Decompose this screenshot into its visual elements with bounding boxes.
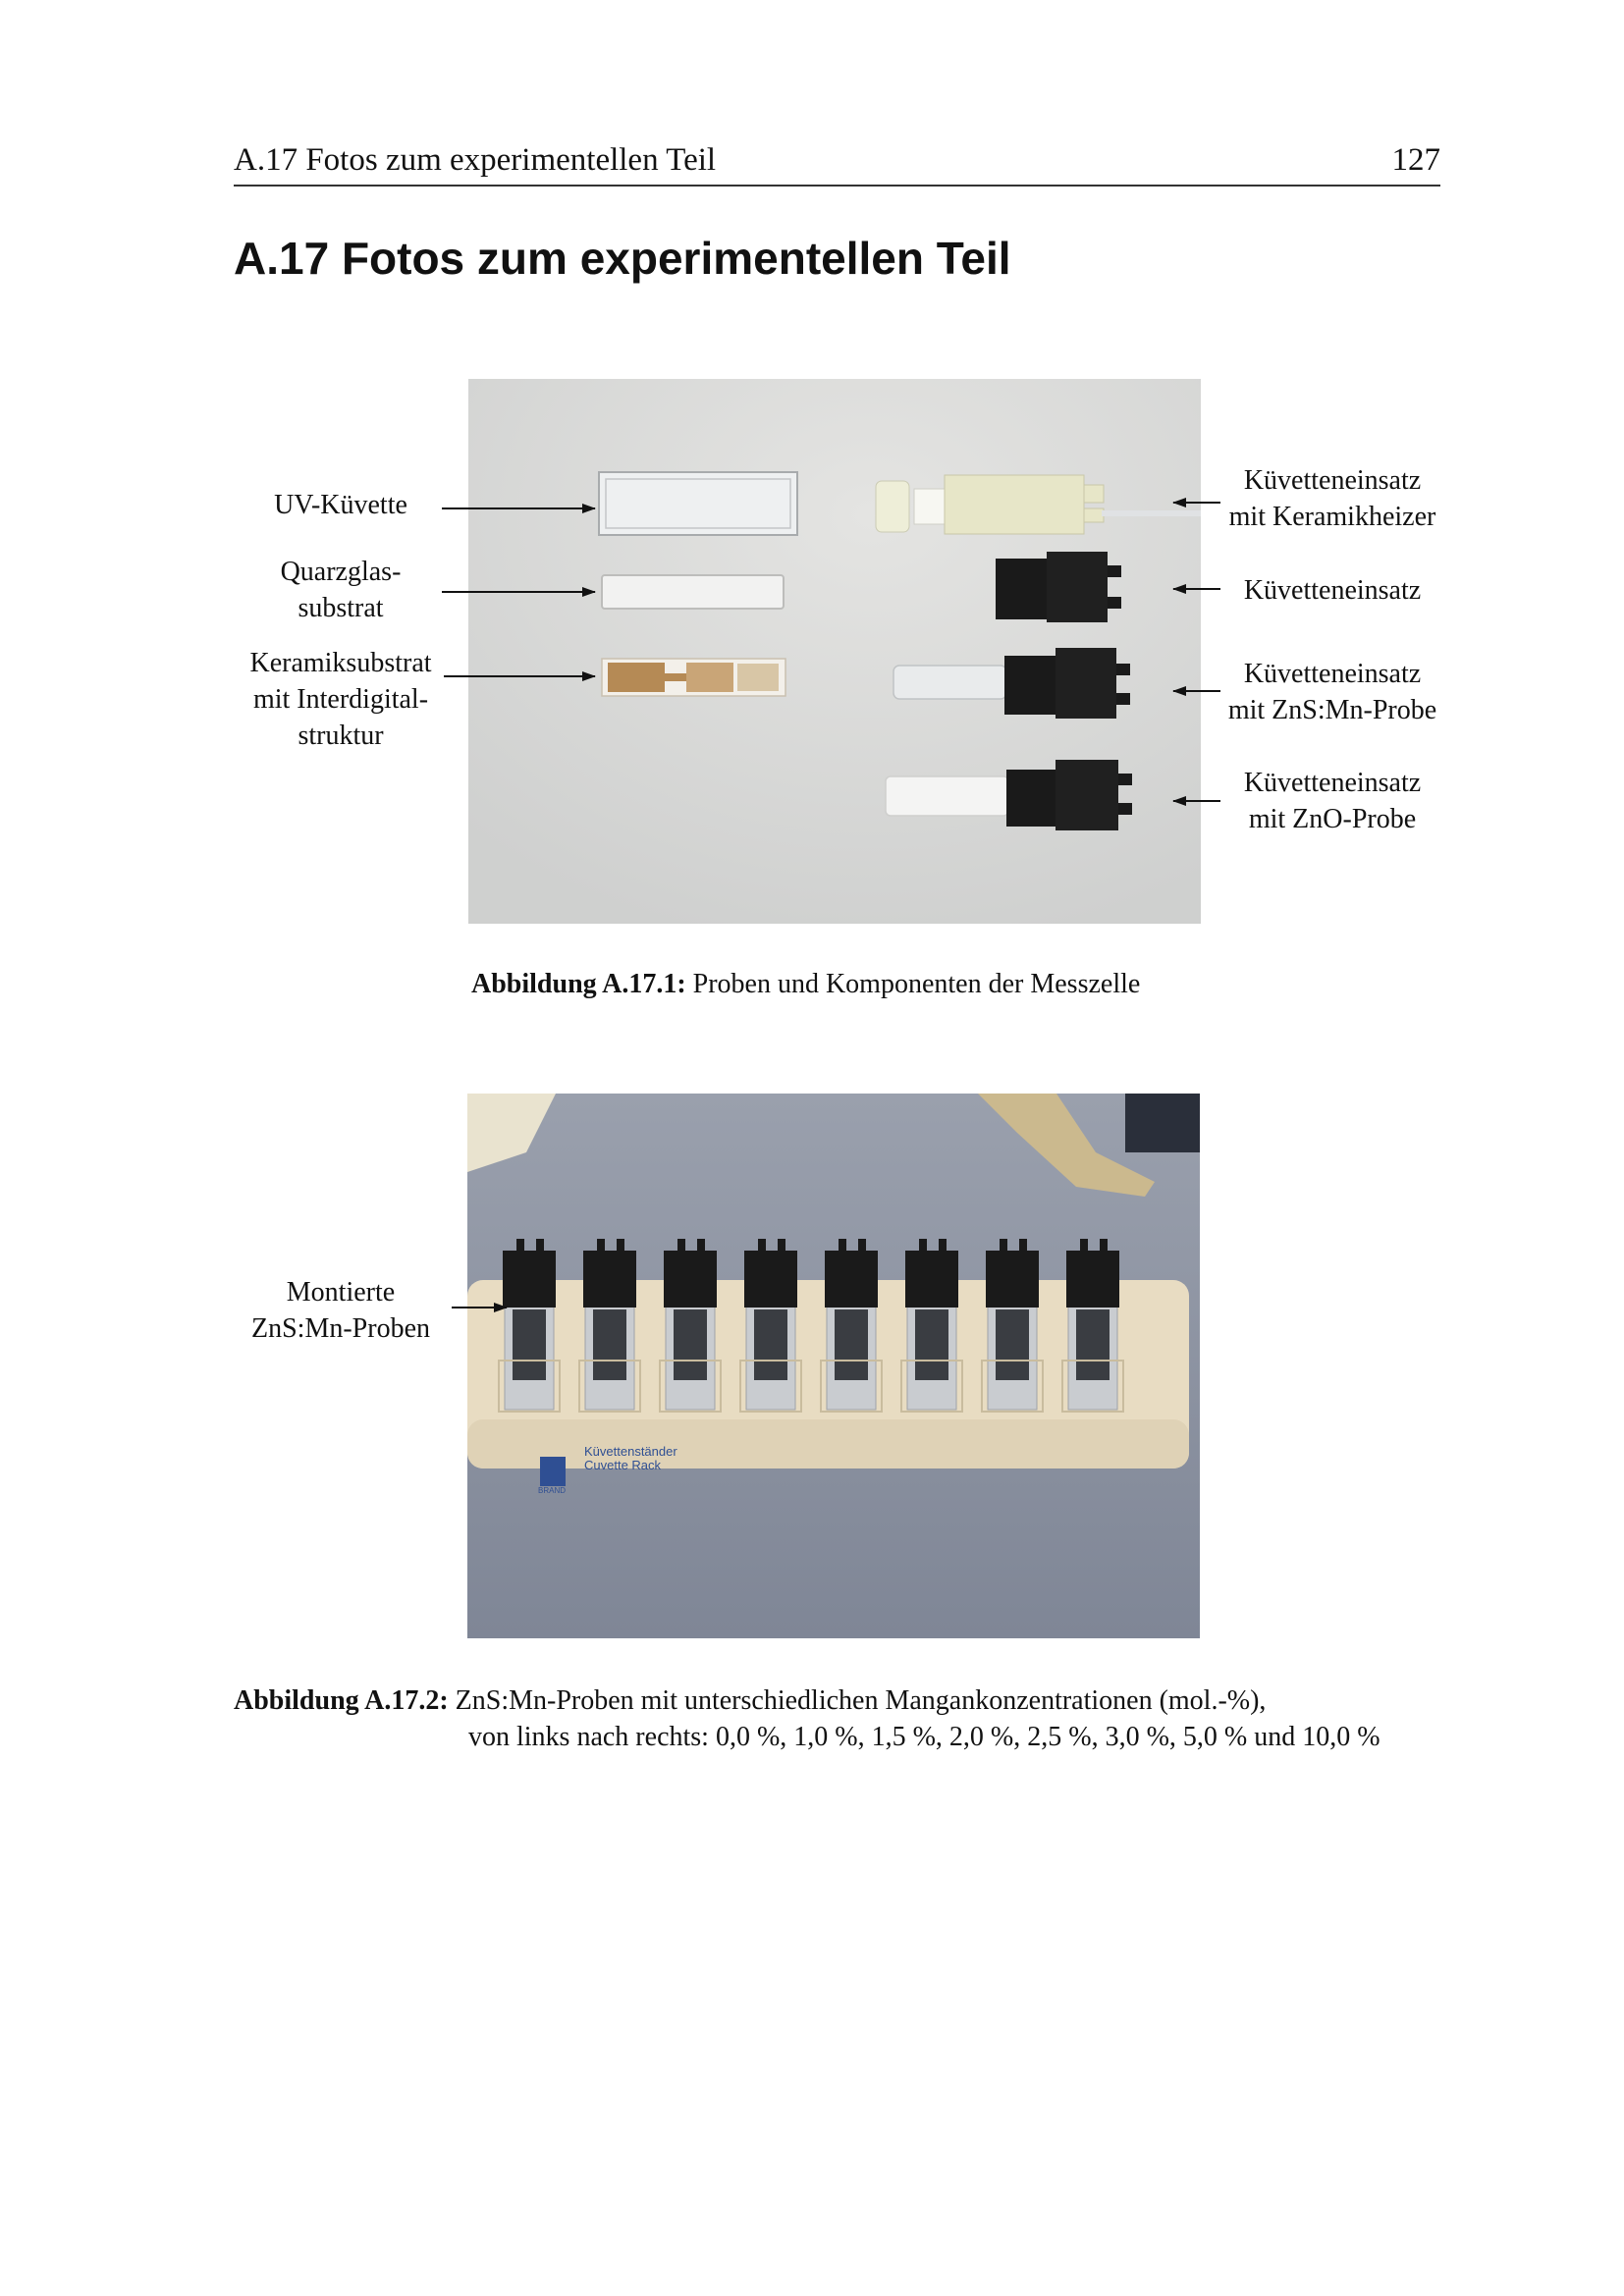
label-montierte-proben: [233, 1274, 449, 1347]
label-uv-kuevette-line: UV-Küvette: [274, 490, 407, 520]
figure2-caption-line1: [234, 1682, 1380, 1719]
label-zno-line1: Küvetteneinsatz: [1243, 768, 1422, 798]
figure1-caption: [471, 966, 1140, 1002]
mounted-cuvette: [982, 1239, 1043, 1412]
mounted-cuvette: [579, 1239, 640, 1412]
label-keramik-line3: struktur: [298, 721, 384, 751]
label-zno-line2: mit ZnO-Probe: [1248, 804, 1417, 834]
label-quarzglas-line1: Quarzglas-: [280, 557, 402, 587]
figure2-arrow: [444, 1293, 581, 1322]
brand-logo-icon: [540, 1457, 566, 1486]
mounted-cuvette: [821, 1239, 882, 1412]
page-number: 127: [1391, 142, 1440, 178]
figure2-caption-text1: ZnS:Mn-Proben mit unterschiedlichen Mangankonzentrationen (mol.-%),: [448, 1685, 1267, 1716]
rack-brand: BRAND: [538, 1486, 567, 1495]
rack-label-line2: Cuvette Rack: [584, 1458, 662, 1472]
figure1-arrows: [0, 0, 1624, 982]
mounted-cuvette: [901, 1239, 962, 1412]
label-keramik-line2: mit Interdigital-: [252, 684, 429, 715]
figure2-caption-line2: von links nach rechts: 0,0 %, 1,0 %, 1,5 %, 2,0 %, 2,5 %, 3,0 %, 5,0 % und 10,0 %: [468, 1722, 1380, 1752]
label-zns-line1: Küvetteneinsatz: [1243, 659, 1422, 689]
label-heizer-line2: mit Keramikheizer: [1228, 502, 1436, 532]
mounted-cuvette: [1062, 1239, 1123, 1412]
mounted-cuvette: [740, 1239, 801, 1412]
mounted-cuvette: [660, 1239, 721, 1412]
figure1-caption-text: Proben und Komponenten der Messzelle: [685, 969, 1141, 999]
figure2-photo: [467, 1094, 1200, 1638]
figure2-photo-drawing: [467, 1094, 1200, 1638]
label-quarzglas-line2: substrat: [298, 593, 384, 623]
label-keramik-line1: Keramiksubstrat: [249, 648, 432, 678]
figure2-caption-label: Abbildung A.17.2:: [234, 1685, 449, 1716]
figure1-caption-label: Abbildung A.17.1:: [471, 969, 686, 999]
figure2-caption: [234, 1682, 1380, 1755]
running-head-title: A.17 Fotos zum experimentellen Teil: [234, 142, 717, 178]
background-dark-object: [1125, 1094, 1200, 1152]
mounted-cuvette: [499, 1239, 560, 1412]
rack-label-line1: Küvettenständer: [584, 1444, 677, 1459]
label-einsatz-line: Küvetteneinsatz: [1243, 575, 1422, 606]
label-montierte-line2: ZnS:Mn-Proben: [251, 1313, 430, 1344]
section-title: A.17 Fotos zum experimentellen Teil: [234, 233, 1011, 284]
label-montierte-line1: Montierte: [286, 1277, 396, 1308]
label-zns-line2: mit ZnS:Mn-Probe: [1227, 695, 1437, 725]
label-heizer-line1: Küvetteneinsatz: [1243, 465, 1422, 496]
